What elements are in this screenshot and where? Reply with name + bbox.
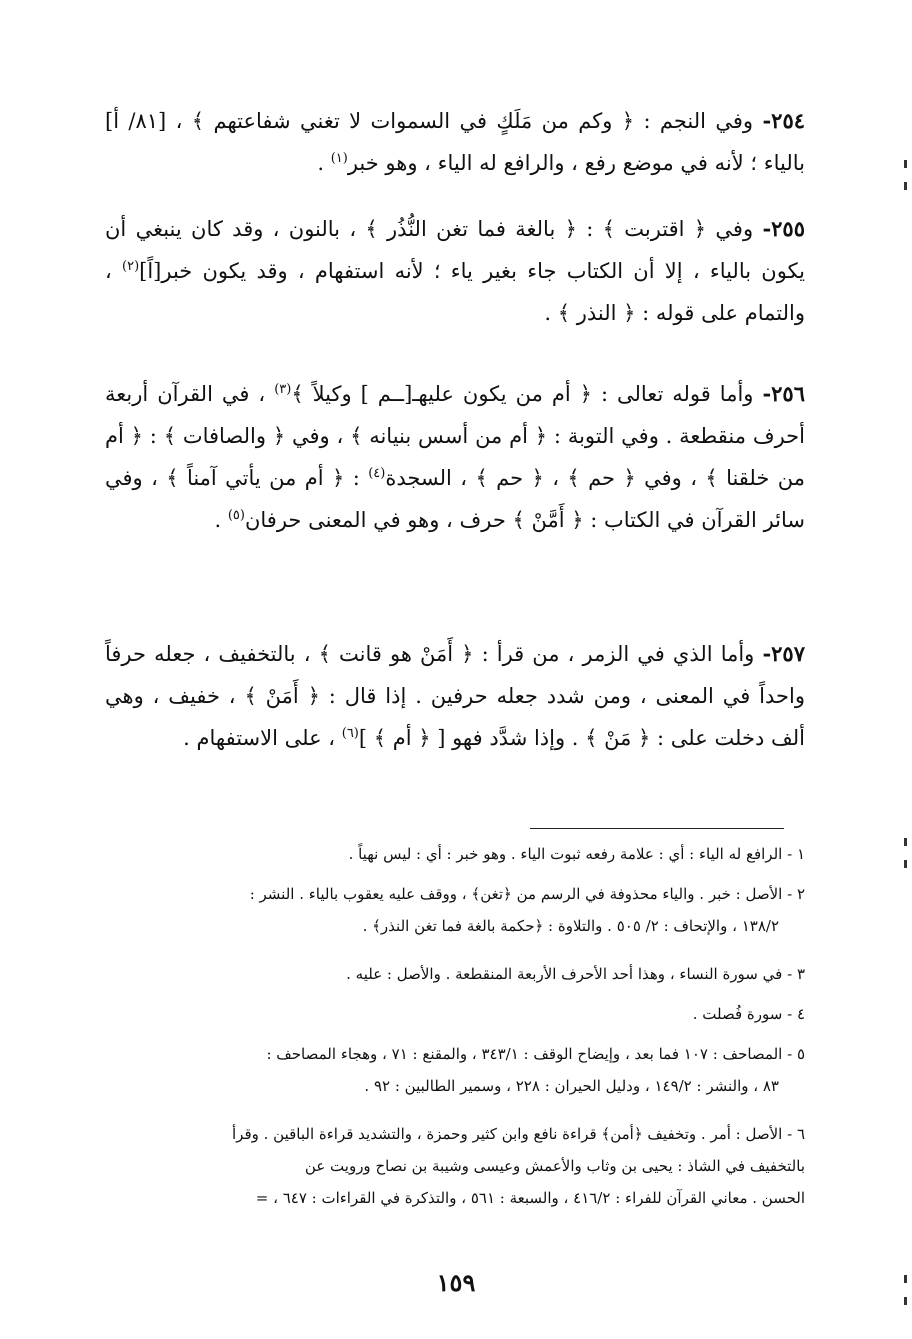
footnote-ref-1: (١) — [330, 151, 348, 166]
footnote-2 — [100, 878, 805, 942]
paragraph-text: وأما الذي في الزمر ، من قرأ : ﴿ أَمَنْ هو قانت ﴾ ، بالتخفيف ، جعله حرفاً واحداً في المعنى ، ومن شدد جعله حرفين . إذا قال : ﴿ أَمَنْ ﴾ ، خفيف ، وهي ألف دخلت على : ﴿ مَنْ ﴾ . وإذا شدَّد فهو [ ﴿ أم ﴾ ] — [105, 642, 805, 750]
footnote-6 — [100, 1118, 805, 1214]
paragraph-text: ، والتمام على قوله : ﴿ النذر ﴾ . — [105, 259, 805, 325]
paragraph-number: ٢٥٥- — [762, 216, 805, 241]
paragraph-number: ٢٥٧- — [762, 641, 805, 666]
footnote-ref-6: (٦) — [341, 726, 359, 741]
page-number: ١٥٩ — [436, 1268, 476, 1297]
footnote-line: بالتخفيف في الشاذ : يحيى بن وثاب والأعمش وعيسى وشيبة بن نصاح ورويت عن — [304, 1157, 805, 1175]
paragraph-256 — [105, 373, 805, 541]
edge-mark — [904, 182, 907, 190]
edge-mark — [904, 1297, 907, 1305]
footnote-line: ٥ - المصاحف : ١٠٧ فما بعد ، وإيضاح الوقف : ٣٤٣/١ ، والمقنع : ٧١ ، وهجاء المصاحف : — [266, 1045, 805, 1063]
edge-mark — [904, 160, 907, 168]
paragraph-text: . — [317, 151, 331, 175]
paragraph-text: [٨١/ أ] بالياء ؛ لأنه في موضع رفع ، والرافع له الياء ، وهو خبر — [105, 109, 805, 175]
footnote-line: ٨٣ ، والنشر : ١٤٩/٢ ، ودليل الحيران : ٢٢٨ ، وسمير الطالبين : ٩٢ . — [364, 1077, 779, 1095]
footnote-line: ٦ - الأصل : أمر . وتخفيف ﴿أمن﴾ قراءة نافع وابن كثير وحمزة ، والتشديد قراءة الباقين . وقرأ — [232, 1125, 805, 1143]
paragraph-text: : ﴿ أم من يأتي آمناً ﴾ ، وفي سائر القرآن في الكتاب : ﴿ أَمَّنْ ﴾ حرف ، وهو في المعنى حرفان — [105, 466, 805, 532]
paragraph-text: . — [214, 508, 228, 532]
paragraph-255 — [105, 208, 805, 334]
paragraph-text: ، على الاستفهام . — [183, 726, 342, 750]
edge-mark — [904, 838, 907, 846]
footnote-separator — [530, 828, 784, 829]
footnote-5 — [100, 1038, 805, 1102]
paragraph-text: وأما قوله تعالى : ﴿ أم من يكون عليهـ[ــم ] وكيلاً ﴾ — [291, 382, 754, 406]
footnote-1 — [100, 838, 805, 870]
edge-mark — [904, 860, 907, 868]
paragraph-254 — [105, 100, 805, 184]
footnote-line: الحسن . معاني القرآن للفراء : ٤١٦/٢ ، والسبعة : ٥٦١ ، والتذكرة في القراءات : ٦٤٧ ، = — [255, 1189, 805, 1207]
edge-mark — [904, 1275, 907, 1283]
paragraph-text: وفي ﴿ اقتربت ﴾ : ﴿ بالغة فما تغن النُّذُر ﴾ ، بالنون ، وقد كان ينبغي أن يكون بالياء ، إلا أن الكتاب جاء بغير ياء ؛ لأنه استفهام ، وقد يكون خبر[اً] — [105, 217, 806, 283]
footnote-ref-5: (٥) — [227, 508, 245, 523]
footnote-line: ٣ - في سورة النساء ، وهذا أحد الأحرف الأربعة المنقطعة . والأصل : عليه . — [346, 965, 805, 983]
footnote-line: ٤ - سورة فُصلت . — [692, 1005, 805, 1023]
footnote-line: ١ - الرافع له الياء : أي : علامة رفعه ثبوت الياء . وهو خبر : أي : ليس نهياً . — [348, 845, 805, 863]
footnote-ref-4: (٤) — [368, 466, 386, 481]
paragraph-text: ، في القرآن أربعة أحرف منقطعة . وفي التوبة : ﴿ أم من أسس بنيانه ﴾ ، وفي ﴿ والصافات ﴾ : ﴿ أم من خلقنا ﴾ ، وفي ﴿ حم ﴾ ، ﴿ حم ﴾ ، السجدة — [105, 382, 805, 490]
footnote-4 — [100, 998, 805, 1030]
footnote-ref-2: (٢) — [122, 259, 140, 274]
paragraph-text: وفي النجم : ﴿ وكم من مَلَكٍ في السموات لا تغني شفاعتهم ﴾ ، — [175, 109, 754, 133]
footnote-line: ٢ - الأصل : خبر . والياء محذوفة في الرسم من ﴿تغن﴾ ، ووقف عليه يعقوب بالياء . النشر : — [249, 885, 805, 903]
footnote-ref-3: (٣) — [274, 382, 292, 397]
footnote-line: ١٣٨/٢ ، والإتحاف : ٢/ ٥٠٥ . والتلاوة : ﴿حكمة بالغة فما تغن النذر﴾ . — [362, 917, 779, 935]
paragraph-number: ٢٥٤- — [762, 108, 806, 133]
paragraph-257 — [105, 633, 805, 759]
paragraph-number: ٢٥٦- — [762, 381, 805, 406]
footnote-3 — [100, 958, 805, 990]
